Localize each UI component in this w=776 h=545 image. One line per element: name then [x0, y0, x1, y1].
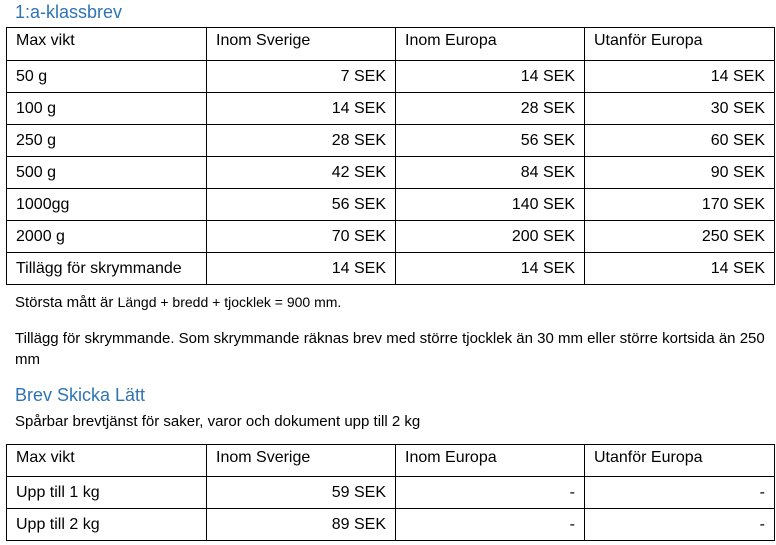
- column-header: Utanför Europa: [585, 445, 775, 477]
- section-title-first-class: 1:a-klassbrev: [15, 2, 123, 22]
- price-cell: 84 SEK: [396, 157, 585, 189]
- weight-cell: 100 g: [7, 93, 207, 125]
- bulky-note: Tillägg för skrymmande. Som skrymmande räknas brev med större tjocklek än 30 mm eller större kortsida än 250 mm: [15, 330, 765, 368]
- price-cell: 7 SEK: [207, 61, 396, 93]
- weight-cell: Upp till 2 kg: [7, 509, 207, 541]
- section-subtitle-skicka-latt: Spårbar brevtjänst för saker, varor och dokument upp till 2 kg: [15, 413, 421, 430]
- section-title-skicka-latt: Brev Skicka Lätt: [15, 385, 146, 405]
- price-cell: 250 SEK: [585, 221, 775, 253]
- weight-cell: 2000 g: [7, 221, 207, 253]
- price-cell: 170 SEK: [585, 189, 775, 221]
- price-cell: 14 SEK: [585, 253, 775, 285]
- price-cell: 56 SEK: [396, 125, 585, 157]
- price-cell: 70 SEK: [207, 221, 396, 253]
- weight-cell: 250 g: [7, 125, 207, 157]
- weight-cell: 50 g: [7, 61, 207, 93]
- price-cell: 56 SEK: [207, 189, 396, 221]
- price-cell: 14 SEK: [585, 61, 775, 93]
- price-cell: 42 SEK: [207, 157, 396, 189]
- column-header: Max vikt: [7, 28, 207, 61]
- table-row: [7, 189, 775, 221]
- column-header: Inom Europa: [396, 28, 585, 61]
- price-cell: -: [396, 477, 585, 509]
- table-row: [7, 93, 775, 125]
- price-cell: 14 SEK: [396, 253, 585, 285]
- weight-cell: 500 g: [7, 157, 207, 189]
- price-cell: 90 SEK: [585, 157, 775, 189]
- price-cell: 60 SEK: [585, 125, 775, 157]
- price-table-first-class: [6, 27, 775, 285]
- weight-cell: Upp till 1 kg: [7, 477, 207, 509]
- price-cell: 28 SEK: [396, 93, 585, 125]
- price-cell: -: [396, 509, 585, 541]
- column-header: Inom Europa: [396, 445, 585, 477]
- price-cell: 140 SEK: [396, 189, 585, 221]
- price-cell: -: [585, 477, 775, 509]
- table-row: [7, 221, 775, 253]
- price-cell: 14 SEK: [207, 253, 396, 285]
- column-header: Inom Sverige: [207, 445, 396, 477]
- table-row: [7, 477, 775, 509]
- price-cell: 14 SEK: [207, 93, 396, 125]
- price-cell: 28 SEK: [207, 125, 396, 157]
- price-cell: -: [585, 509, 775, 541]
- max-size-note: [15, 292, 341, 313]
- table-row: [7, 157, 775, 189]
- table-row: [7, 509, 775, 541]
- price-cell: 89 SEK: [207, 509, 396, 541]
- table-row: [7, 125, 775, 157]
- price-cell: 30 SEK: [585, 93, 775, 125]
- weight-cell: Tillägg för skrymmande: [7, 253, 207, 285]
- weight-cell: 1000gg: [7, 189, 207, 221]
- table-row: [7, 61, 775, 93]
- max-size-formula: Längd + bredd + tjocklek = 900 mm.: [117, 294, 342, 310]
- table-row: [7, 253, 775, 285]
- max-size-prefix: Största mått är: [15, 294, 114, 311]
- price-cell: 14 SEK: [396, 61, 585, 93]
- column-header: Max vikt: [7, 445, 207, 477]
- price-table-skicka-latt: [6, 444, 775, 541]
- price-cell: 59 SEK: [207, 477, 396, 509]
- table-header-row: [7, 445, 775, 477]
- price-cell: 200 SEK: [396, 221, 585, 253]
- table-header-row: [7, 28, 775, 61]
- column-header: Utanför Europa: [585, 28, 775, 61]
- column-header: Inom Sverige: [207, 28, 396, 61]
